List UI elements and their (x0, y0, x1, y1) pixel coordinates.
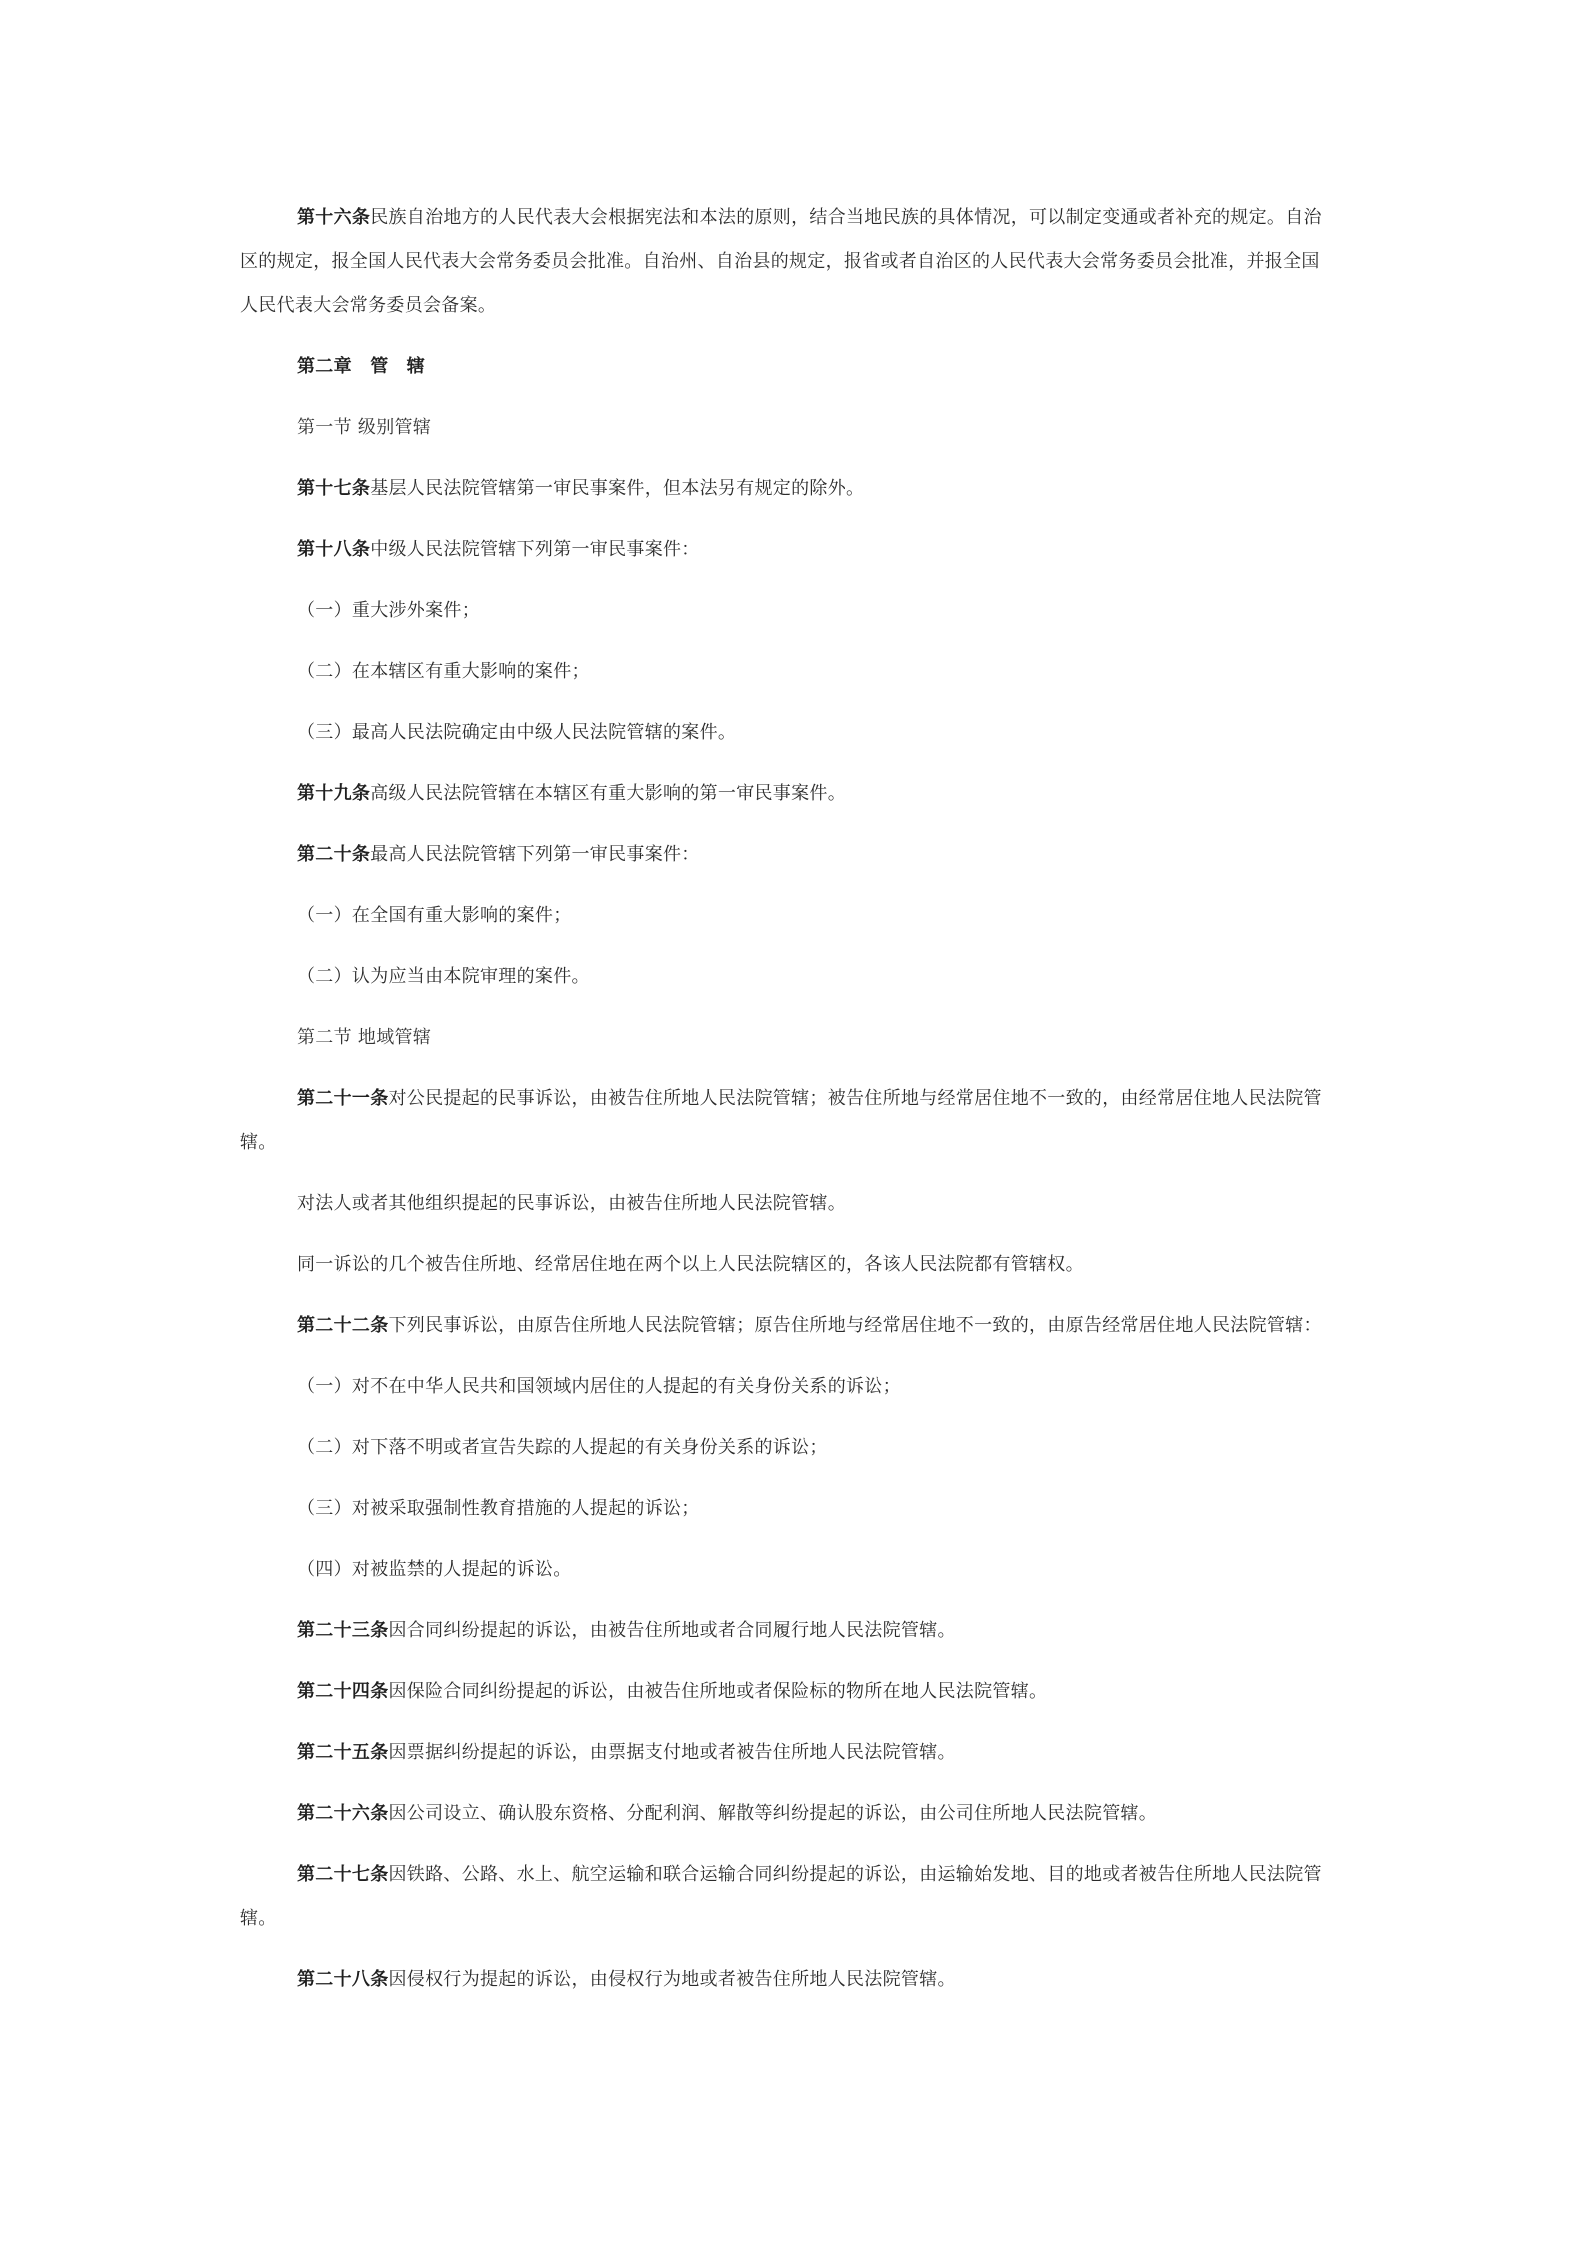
article-26 (240, 1792, 1348, 1836)
list-item: （二）认为应当由本院审理的案件。 (297, 966, 590, 987)
article-18 (240, 528, 1348, 572)
article-25 (240, 1731, 1348, 1775)
article-text: 基层人民法院管辖第一审民事案件，但本法另有规定的除外。 (370, 478, 865, 499)
article-number: 第二十条 (297, 844, 371, 865)
article-text: 下列民事诉讼，由原告住所地人民法院管辖；原告住所地与经常居住地不一致的，由原告经常居住地人民法院管辖： (388, 1315, 1322, 1336)
article-number: 第十六条 (297, 207, 371, 228)
article-number: 第二十四条 (297, 1681, 389, 1702)
article-20 (240, 833, 1348, 877)
article-21-line-2: 辖。 (240, 1132, 277, 1153)
article-24 (240, 1670, 1348, 1714)
article-16-line-3: 人民代表大会常务委员会备案。 (240, 295, 497, 316)
article-number: 第二十五条 (297, 1742, 389, 1763)
list-item: （一）对不在中华人民共和国领域内居住的人提起的有关身份关系的诉讼； (297, 1376, 901, 1397)
document-body (240, 196, 1348, 2019)
article-text: 高级人民法院管辖在本辖区有重大影响的第一审民事案件。 (370, 783, 847, 804)
chapter-heading: 第二章 管 辖 (297, 356, 426, 377)
article-23 (240, 1609, 1348, 1653)
article-text: 中级人民法院管辖下列第一审民事案件： (370, 539, 700, 560)
article-number: 第十九条 (297, 783, 371, 804)
article-21-line-1 (240, 1077, 1348, 1121)
list-item: （一）重大涉外案件； (297, 600, 480, 621)
article-text: 因合同纠纷提起的诉讼，由被告住所地或者合同履行地人民法院管辖。 (388, 1620, 956, 1641)
article-text: 因票据纠纷提起的诉讼，由票据支付地或者被告住所地人民法院管辖。 (388, 1742, 956, 1763)
article-17 (240, 467, 1348, 511)
article-text: 因公司设立、确认股东资格、分配利润、解散等纠纷提起的诉讼，由公司住所地人民法院管辖。 (388, 1803, 1158, 1824)
list-item: （三）最高人民法院确定由中级人民法院管辖的案件。 (297, 722, 737, 743)
section-heading-1: 第一节 级别管辖 (297, 417, 432, 438)
article-text: 因铁路、公路、水上、航空运输和联合运输合同纠纷提起的诉讼，由运输始发地、目的地或者被告住所地人民法院管 (388, 1864, 1322, 1885)
paragraph: 同一诉讼的几个被告住所地、经常居住地在两个以上人民法院辖区的，各该人民法院都有管辖权。 (297, 1254, 1084, 1275)
list-item: （四）对被监禁的人提起的诉讼。 (297, 1559, 572, 1580)
article-16-line-1 (240, 196, 1348, 240)
article-text: 民族自治地方的人民代表大会根据宪法和本法的原则，结合当地民族的具体情况，可以制定变通或者补充的规定。自治 (370, 207, 1322, 228)
article-16 (240, 196, 1348, 328)
article-text: 对公民提起的民事诉讼，由被告住所地人民法院管辖；被告住所地与经常居住地不一致的，由经常居住地人民法院管 (388, 1088, 1322, 1109)
article-number: 第二十二条 (297, 1315, 389, 1336)
article-27 (240, 1853, 1348, 1941)
article-number: 第二十三条 (297, 1620, 389, 1641)
section-heading-2: 第二节 地域管辖 (297, 1027, 432, 1048)
article-text: 因侵权行为提起的诉讼，由侵权行为地或者被告住所地人民法院管辖。 (388, 1969, 956, 1990)
article-27-line-1 (240, 1853, 1348, 1897)
article-27-line-2: 辖。 (240, 1908, 277, 1929)
article-text: 因保险合同纠纷提起的诉讼，由被告住所地或者保险标的物所在地人民法院管辖。 (388, 1681, 1048, 1702)
article-number: 第二十七条 (297, 1864, 389, 1885)
article-16-line-2: 区的规定，报全国人民代表大会常务委员会批准。自治州、自治县的规定，报省或者自治区的人民代表大会常务委员会批准，并报全国 (240, 251, 1320, 272)
article-22 (240, 1304, 1348, 1348)
article-number: 第十八条 (297, 539, 371, 560)
list-item: （三）对被采取强制性教育措施的人提起的诉讼； (297, 1498, 700, 1519)
article-number: 第二十六条 (297, 1803, 389, 1824)
list-item: （二）对下落不明或者宣告失踪的人提起的有关身份关系的诉讼； (297, 1437, 828, 1458)
paragraph: 对法人或者其他组织提起的民事诉讼，由被告住所地人民法院管辖。 (297, 1193, 846, 1214)
list-item: （二）在本辖区有重大影响的案件； (297, 661, 590, 682)
article-text: 最高人民法院管辖下列第一审民事案件： (370, 844, 700, 865)
list-item: （一）在全国有重大影响的案件； (297, 905, 572, 926)
article-28 (240, 1958, 1348, 2002)
article-21 (240, 1077, 1348, 1165)
article-19 (240, 772, 1348, 816)
article-number: 第二十八条 (297, 1969, 389, 1990)
article-number: 第十七条 (297, 478, 371, 499)
article-number: 第二十一条 (297, 1088, 389, 1109)
